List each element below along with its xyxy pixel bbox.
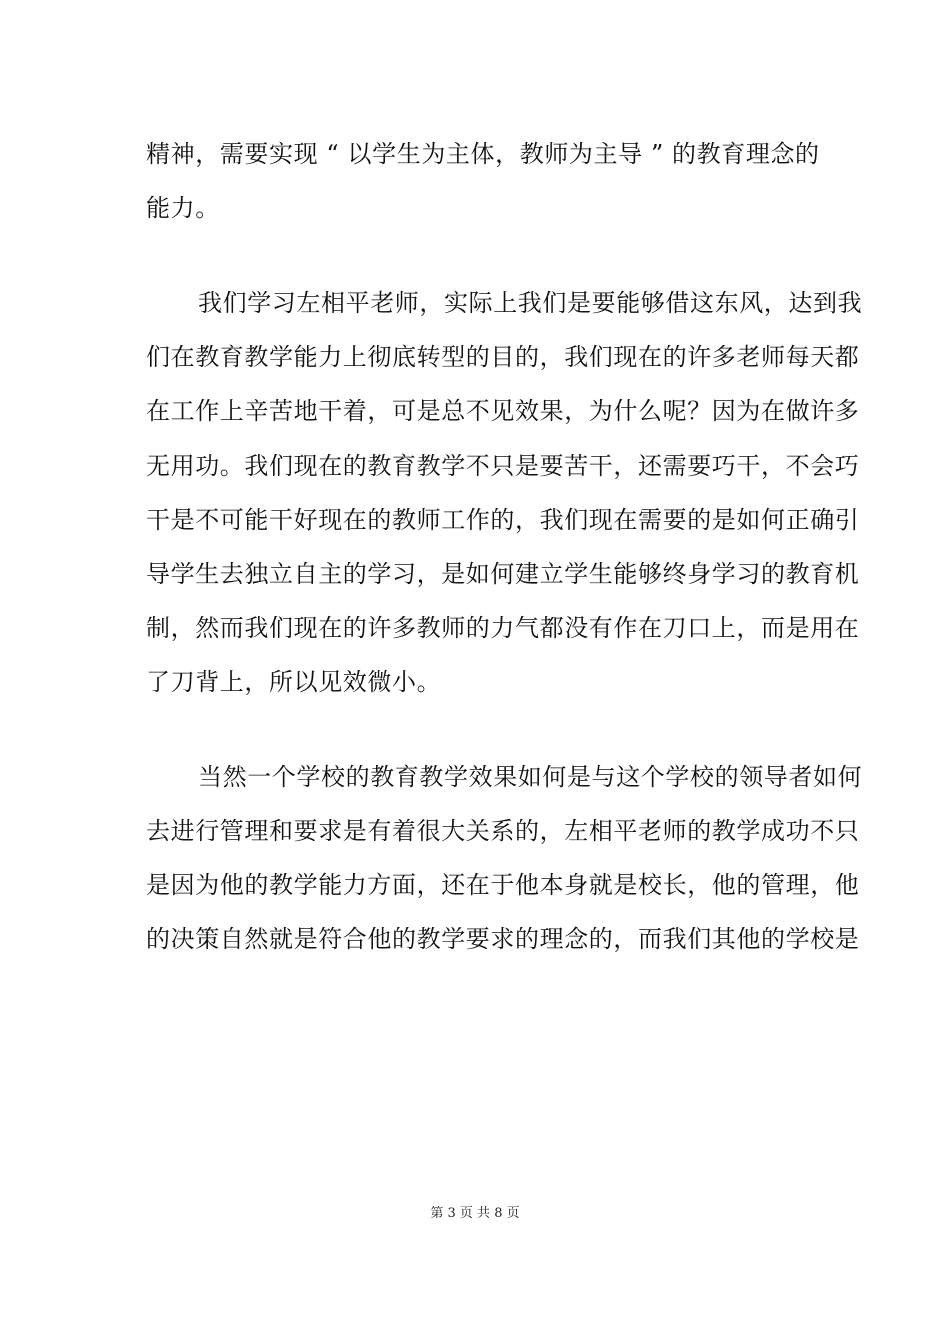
text-line: 去进行管理和要求是有着很大关系的，左相平老师的教学成功不只	[146, 817, 860, 845]
text-line: 能力。	[146, 194, 220, 222]
text-line: 导学生去独立自主的学习，是如何建立学生能够终身学习的教育机	[146, 560, 860, 588]
text-line: 无用功。我们现在的教育教学不只是要苦干，还需要巧干，不会巧	[146, 452, 860, 480]
text-line: 的决策自然就是符合他的教学要求的理念的，而我们其他的学校是	[146, 925, 860, 953]
text-line: 是因为他的教学能力方面，还在于他本身就是校长，他的管理，他	[146, 871, 860, 899]
page-footer: 第 3 页 共 8 页	[430, 1206, 520, 1221]
text-line: 了刀背上，所以见效微小。	[146, 668, 442, 696]
text-line: 们在教育教学能力上彻底转型的目的，我们现在的许多老师每天都	[146, 343, 860, 371]
text-line: 我们学习左相平老师，实际上我们是要能够借这东风，达到我	[198, 289, 863, 317]
text-line: 制，然而我们现在的许多教师的力气都没有作在刀口上，而是用在	[146, 614, 860, 642]
text-line: 当然一个学校的教育教学效果如何是与这个学校的领导者如何	[198, 763, 863, 791]
text-line: 干是不可能干好现在的教师工作的，我们现在需要的是如何正确引	[146, 506, 860, 534]
text-line: 精神，需要实现 “ 以学生为主体，教师为主导 ” 的教育理念的	[146, 140, 820, 168]
text-line: 在工作上辛苦地干着，可是总不见效果，为什么呢？因为在做许多	[146, 397, 860, 425]
